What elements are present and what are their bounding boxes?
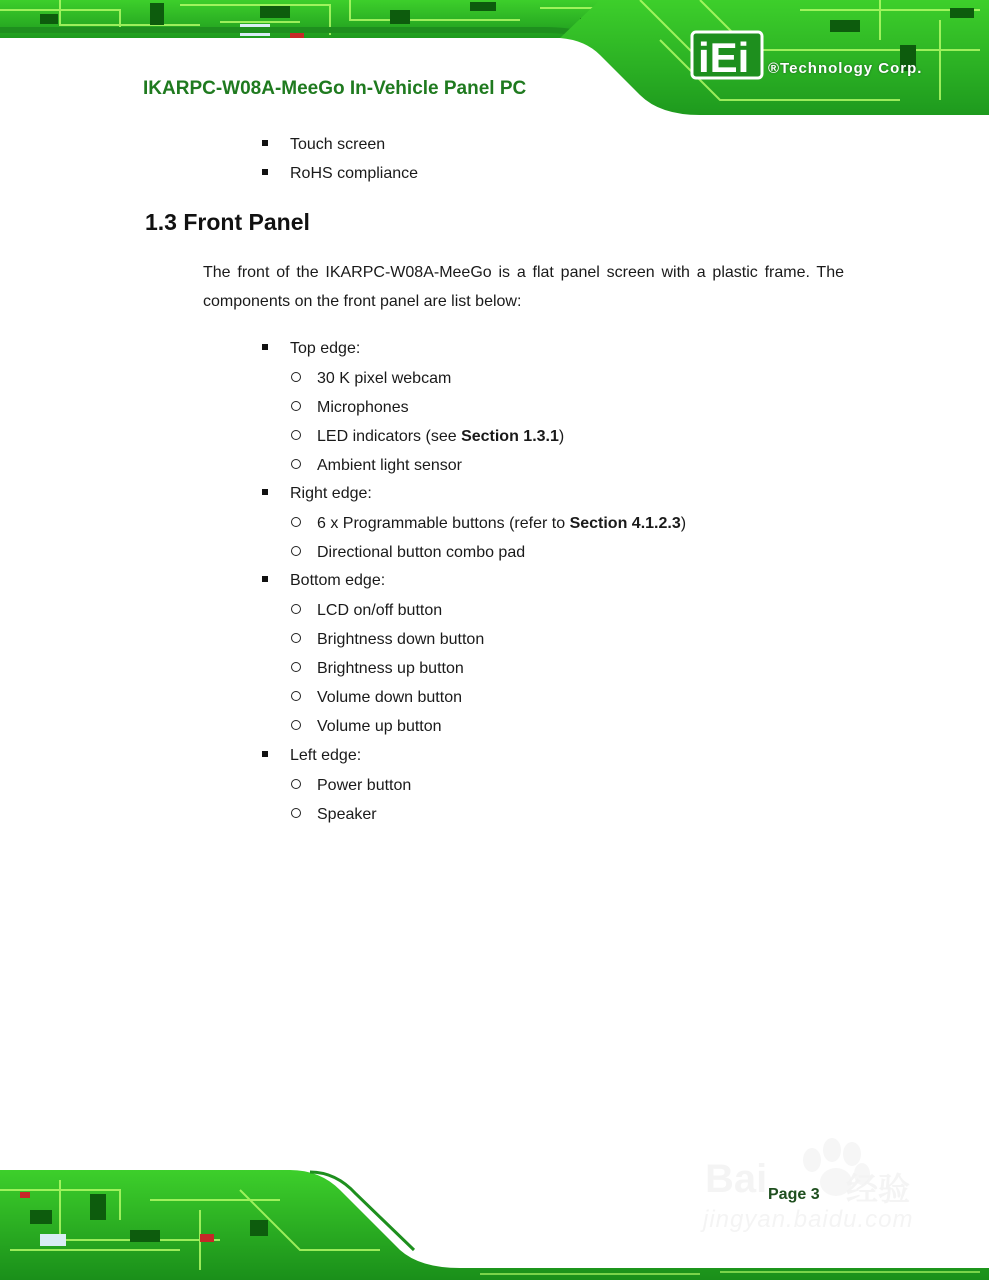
sub-list-item: 6 x Programmable buttons (refer to Section 4.1.2.3) [291,515,686,533]
section-reference: Section 1.3.1 [461,428,559,445]
sub-list-item: Directional button combo pad [291,544,525,562]
watermark-cn: 经验 [846,1171,911,1207]
square-bullet-icon [262,576,268,582]
list-item: Right edge: [262,485,372,503]
watermark-url: jingyan.baidu.com [703,1206,914,1233]
page-number: Page 3 [768,1186,820,1203]
circle-bullet-icon [291,459,301,469]
circle-bullet-icon [291,720,301,730]
circle-bullet-icon [291,372,301,382]
sub-list-item: Microphones [291,399,409,417]
sub-list-item: Volume up button [291,718,442,736]
square-bullet-icon [262,344,268,350]
circle-bullet-icon [291,662,301,672]
logo-mark: iEi [698,34,750,81]
sub-list-item: Power button [291,777,411,795]
list-item: Top edge: [262,340,360,358]
circle-bullet-icon [291,401,301,411]
square-bullet-icon [262,140,268,146]
sub-list-item: Ambient light sensor [291,457,462,475]
circle-bullet-icon [291,546,301,556]
circle-bullet-icon [291,691,301,701]
sub-list-item: Volume down button [291,689,462,707]
sub-list-item: LED indicators (see Section 1.3.1) [291,428,564,446]
circle-bullet-icon [291,430,301,440]
intro-paragraph: The front of the IKARPC-W08A-MeeGo is a flat panel screen with a plastic frame. The components on the front panel are list below: [203,264,844,310]
sub-list-item: 30 K pixel webcam [291,370,451,388]
section-reference: Section 4.1.2.3 [569,515,681,532]
list-item: Left edge: [262,747,361,765]
circle-bullet-icon [291,604,301,614]
list-item: Bottom edge: [262,572,385,590]
sub-list-item: Brightness down button [291,631,484,649]
square-bullet-icon [262,751,268,757]
circle-bullet-icon [291,633,301,643]
circle-bullet-icon [291,779,301,789]
list-item: RoHS compliance [262,165,418,183]
list-item: Touch screen [262,136,385,154]
circle-bullet-icon [291,517,301,527]
circle-bullet-icon [291,808,301,818]
sub-list-item: LCD on/off button [291,602,442,620]
section-heading: 1.3 Front Panel [145,209,310,235]
watermark-brand: Bai [705,1157,768,1201]
logo-wordmark: ®Technology Corp. [768,60,923,77]
square-bullet-icon [262,169,268,175]
document-title: IKARPC-W08A-MeeGo In-Vehicle Panel PC [143,78,527,99]
sub-list-item: Brightness up button [291,660,464,678]
sub-list-item: Speaker [291,806,377,824]
square-bullet-icon [262,489,268,495]
